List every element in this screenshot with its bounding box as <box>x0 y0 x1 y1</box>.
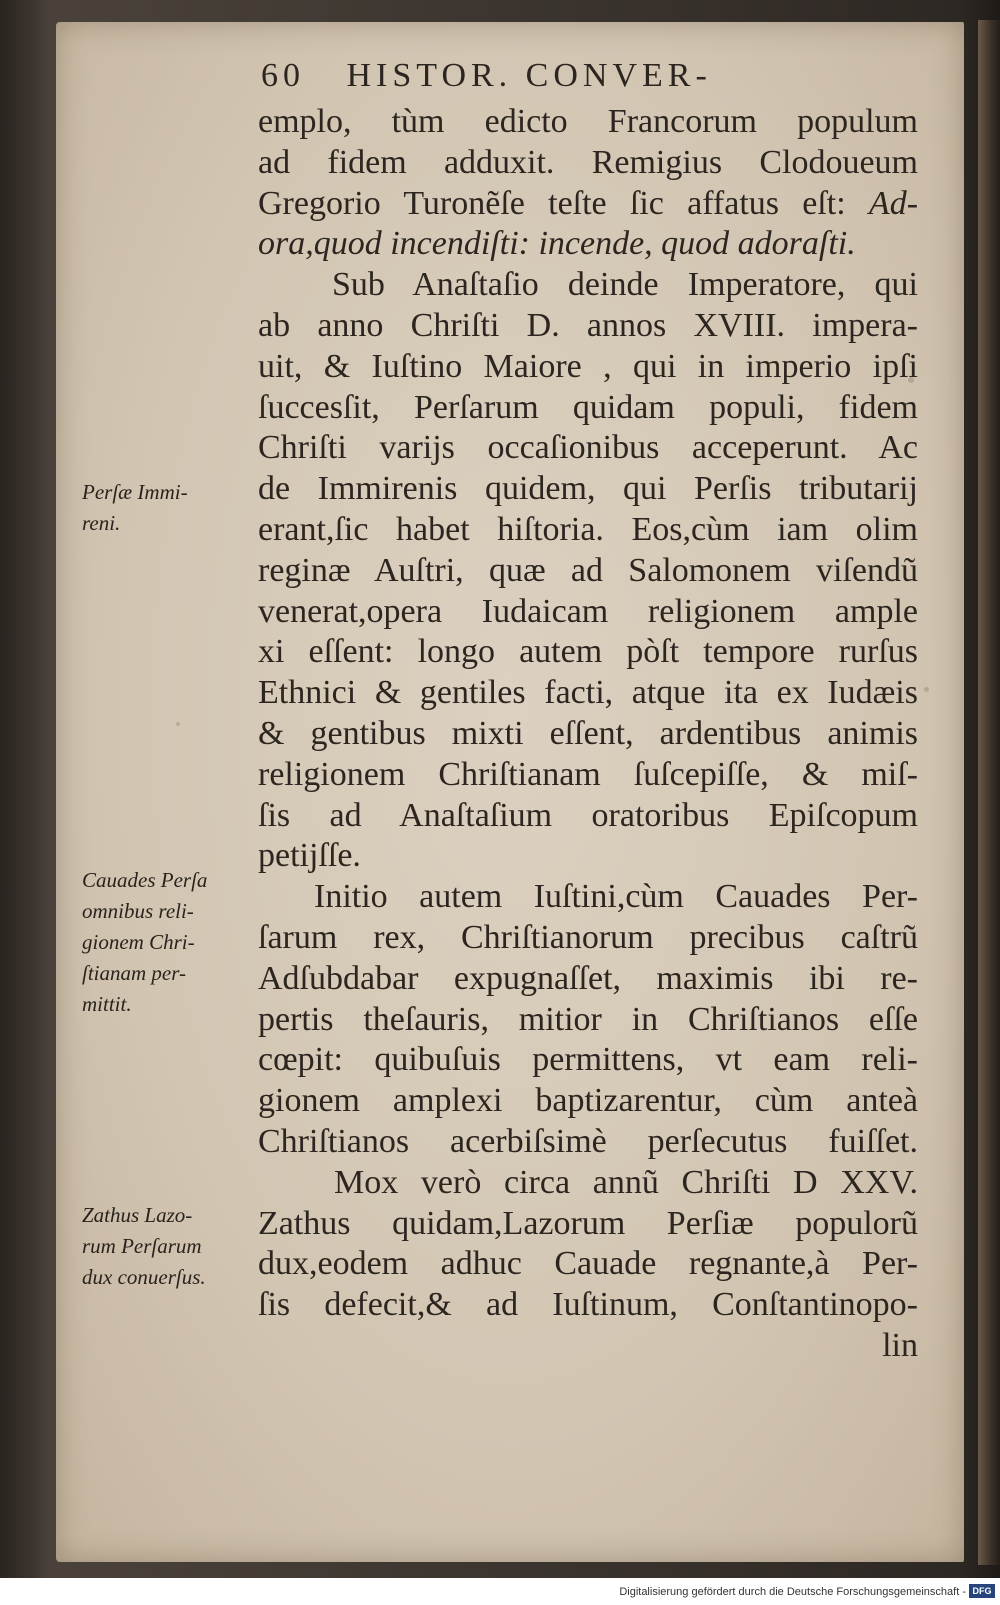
digitization-footer <box>0 1578 1000 1605</box>
text-line: ſuccesſit, Perſarum quidam populi, fidem <box>258 388 918 426</box>
quote-text: ora,quod incendiſti: incende, quod adoraſti. <box>258 225 856 263</box>
quote-start: Ad- <box>868 184 919 222</box>
text-line: ſis defecit,& ad Iuſtinum, Conſtantinopo- <box>258 1286 918 1324</box>
text-line: Initio autem Iuſtini,cùm Cauades Per- <box>314 878 918 916</box>
main-text-column <box>258 102 918 1367</box>
text-line <box>258 184 918 225</box>
text-line: de Immirenis quidem, qui Perſis tributarij <box>258 470 918 508</box>
text-line: ſis ad Anaſtaſium oratoribus Epiſcopum <box>258 796 918 834</box>
margin-note-line: rum Perſarum <box>82 1234 202 1258</box>
margin-note-line: gionem Chri- <box>82 930 195 954</box>
text-line: reginæ Auſtri, quæ ad Salomonem viſendũ <box>258 551 918 589</box>
text-line: emplo, tùm edicto Francorum populum <box>258 103 918 140</box>
text-line: uit, & Iuſtino Maiore , qui in imperio ipſi <box>258 347 918 385</box>
margin-note-persae <box>82 477 188 539</box>
margin-note-line: dux conuerſus. <box>82 1265 206 1289</box>
page-edge <box>978 20 1000 1565</box>
text-line: petijſſe. <box>258 837 361 875</box>
margin-note-line: Zathus Lazo- <box>82 1203 193 1227</box>
text-line: Zathus quidam,Lazorum Perſiæ populorũ <box>258 1204 918 1242</box>
margin-note-line: mittit. <box>82 992 132 1016</box>
margin-note-line: omnibus reli- <box>82 899 194 923</box>
text-line: Chriſtianos acerbiſsimè perſecutus fuiſſet. <box>258 1122 918 1160</box>
text-line: gionem amplexi baptizarentur, cùm anteà <box>258 1082 918 1120</box>
text-line: Sub Anaſtaſio deinde Imperatore, qui <box>332 266 918 304</box>
text-line: Chriſti varijs occaſionibus acceperunt. Ac <box>258 429 918 467</box>
page-number: 60 <box>261 57 305 94</box>
book-page <box>56 22 964 1562</box>
text-line: dux,eodem adhuc Cauade regnante,à Per- <box>258 1245 918 1283</box>
text-line: religionem Chriſtianam ſuſcepiſſe, & miſ- <box>258 755 918 793</box>
margin-note-line: reni. <box>82 511 121 535</box>
margin-note-cauades <box>82 865 207 1020</box>
dfg-logo: DFG <box>969 1584 995 1598</box>
margin-note-line: Perſæ Immi- <box>82 480 188 504</box>
text-line: Adſubdabar expugnaſſet, maximis ibi re- <box>258 959 918 997</box>
margin-note-line: ſtianam per- <box>82 961 186 985</box>
text-line: xi eſſent: longo autem pòſt tempore rurſus <box>258 633 918 671</box>
text-line: ad fidem adduxit. Remigius Clodoueum <box>258 143 918 181</box>
ink-spot <box>924 687 929 692</box>
text-line: venerat,opera Iudaicam religionem ample <box>258 592 918 630</box>
text-line: Ethnici & gentiles facti, atque ita ex Iudæis <box>258 674 918 712</box>
text-line: ſarum rex, Chriſtianorum precibus caſtrũ <box>258 918 918 956</box>
ink-spot <box>176 722 180 726</box>
running-header <box>261 57 881 95</box>
margin-note-line: Cauades Perſa <box>82 868 208 892</box>
text-line: pertis theſauris, mitior in Chriſtianos eſſe <box>258 1000 918 1038</box>
text-line: Mox verò circa annũ Chriſti D XXV. <box>334 1163 918 1201</box>
text-line: cœpit: quibuſuis permittens, vt eam reli- <box>258 1041 918 1079</box>
text-line: & gentibus mixti eſſent, ardentibus animis <box>258 714 918 752</box>
text-line: lin <box>882 1326 918 1364</box>
footer-credit: Digitalisierung gefördert durch die Deutsche Forschungsgemeinschaft - <box>619 1586 966 1598</box>
running-title: HISTOR. CONVER- <box>346 57 712 94</box>
margin-note-zathus <box>82 1200 206 1293</box>
text-line: erant,ſic habet hiſtoria. Eos,cùm iam olim <box>258 510 918 548</box>
text-line <box>258 224 918 265</box>
text-line-part: Gregorio Turonẽſe teſte ſic affatus eſt: <box>258 184 846 222</box>
text-line: ab anno Chriſti D. annos XVIII. impera- <box>258 306 918 344</box>
